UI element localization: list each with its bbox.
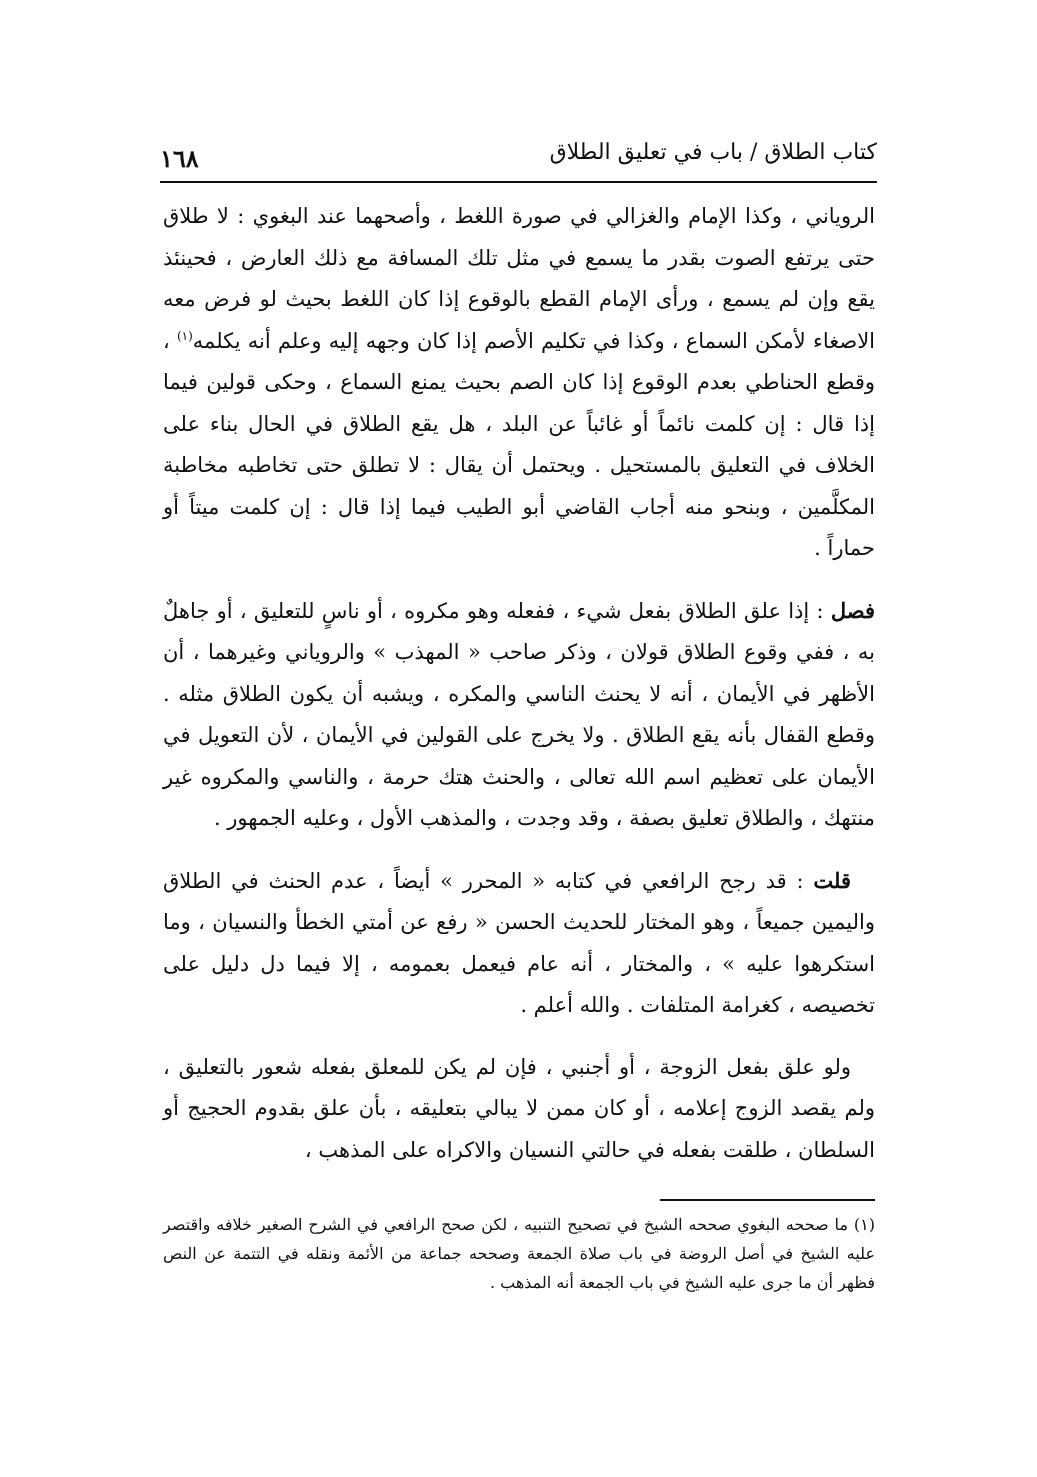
footnote-marker: (١) [176, 328, 193, 343]
header-rule [160, 181, 877, 183]
footnote-rule [660, 1199, 875, 1201]
paragraph-3 [163, 860, 875, 1027]
footnote-1-text: (١) ما صححه البغوي صححه الشيخ في تصحيح التنبيه ، لكن صحح الرافعي في الشرح الصغير خلافه واقتصر عليه الشيخ في أصل الروضة في باب صلاة الجمعة وصححه جماعة من الأئمة ونقله في التتمة عن النص فظهر أن ما جرى عليه الشيخ في باب الجمعة أنه المذهب . [163, 1215, 876, 1292]
paragraph-1 [163, 196, 875, 570]
paragraph-4-text: ولو علق بفعل الزوجة ، أو أجنبي ، فإن لم يكن للمعلق بفعله شعور بالتعليق ، ولم يقصد الزوج إعلامه ، أو كان ممن لا يبالي بتعليقه ، بأن علق بقدوم الحجيج أو السلطان ، طلقت بفعله في حالتي النسيان والاكراه على المذهب ، [163, 1054, 875, 1162]
main-text [163, 196, 875, 1171]
paragraph-4 [163, 1047, 875, 1172]
footnote [163, 1210, 875, 1297]
paragraph-1-text-a: الروياني ، وكذا الإمام والغزالي في صورة اللغط ، وأصحهما عند البغوي : لا طلاق حتى يرتفع الصوت بقدر ما يسمع في مثل تلك المسافة مع ذلك العارض ، فحينئذ يقع وإن لم يسمع ، ورأى الإمام القطع بالوقوع إذا كان اللغط بحيث لو فرض معه الاصغاء لأمكن السماع ، وكذا في تكليم الأصم إذا كان وجهه إليه وعلم أنه يكلمه [163, 204, 876, 353]
paragraph-2 [163, 590, 875, 840]
paragraph-1-text-b: ، وقطع الحناطي بعدم الوقوع إذا كان الصم بحيث يمنع السماع ، وحكى قولين فيما إذا قال : إن كلمت نائماً أو غائباً عن البلد ، هل يقع الطلاق في الحال بناء على الخلاف في التعليق بالمستحيل . ويحتمل أن يقال : لا تطلق حتى تخاطبه مخاطبة المكلَّمين ، وبنحو منه أجاب القاضي أبو الطيب فيما إذا قال : إن كلمت ميتاً أو حماراً . [163, 328, 875, 560]
paragraph-3-text: : قد رجح الرافعي في كتابه « المحرر » أيضاً ، عدم الحنث في الطلاق واليمين جميعاً ، وهو المختار للحديث الحسن « رفع عن أمتي الخطأ والنسيان ، وما استكرهوا عليه » ، والمختار ، أنه عام فيعمل بعمومه ، إلا فيما دل دليل على تخصيصه ، كغرامة المتلفات . والله أعلم . [163, 868, 875, 1017]
running-title: كتاب الطلاق / باب في تعليق الطلاق [549, 140, 877, 165]
paragraph-2-text: : إذا علق الطلاق بفعل شيء ، ففعله وهو مكروه ، أو ناسٍ للتعليق ، أو جاهلٌ به ، ففي وقوع الطلاق قولان ، وذكر صاحب « المهذب » والروياني وغيرهما ، أن الأظهر في الأيمان ، أنه لا يحنث الناسي والمكره ، ويشبه أن يكون الطلاق مثله . وقطع القفال بأنه يقع الطلاق . ولا يخرج على القولين في الأيمان ، لأن التعويل في الأيمان على تعظيم اسم الله تعالى ، والحنث هتك حرمة ، والناسي والمكروه غير منتهك ، والطلاق تعليق بصفة ، وقد وجدت ، والمذهب الأول ، وعليه الجمهور . [163, 598, 875, 830]
page-number: ١٦٨ [160, 144, 199, 173]
page-header [160, 132, 877, 178]
section-term-fasl: فصل [830, 597, 875, 623]
section-term-qultu: قلت [813, 867, 851, 893]
